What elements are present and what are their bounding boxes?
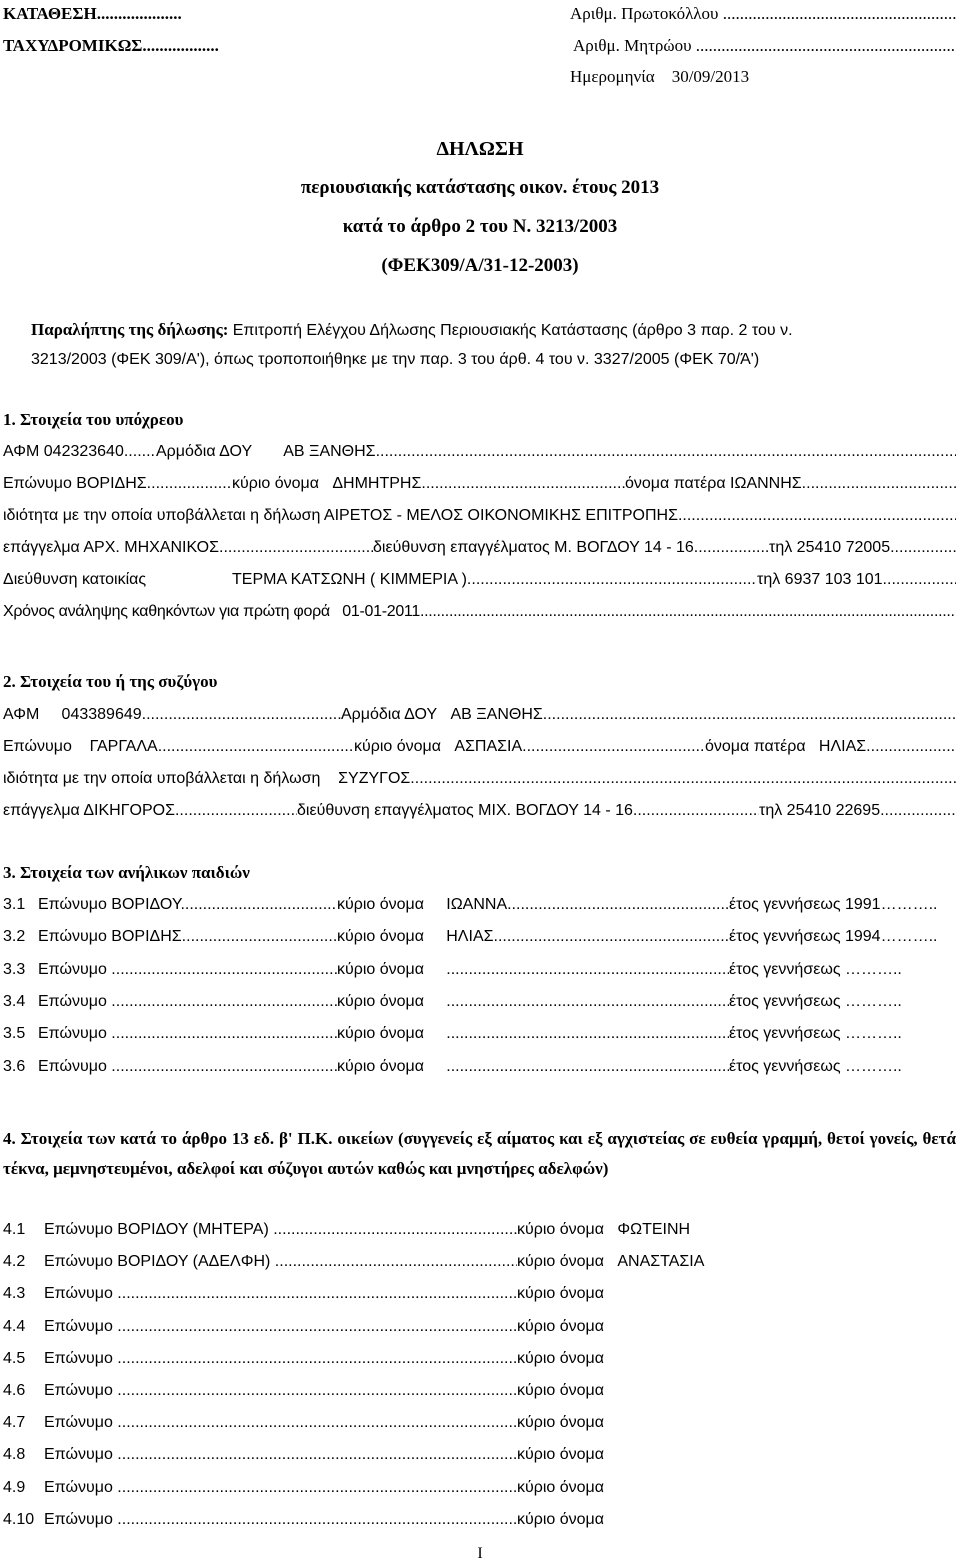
child-firstname-field: κύριο όνομα ΗΛΙΑΣ ..... — [337, 927, 729, 947]
mail-label: ΤΑΧΥΔΡΟΜΙΚΩΣ.................. — [3, 36, 219, 55]
child-surname-field: Επώνυμο ..... — [38, 960, 337, 980]
relative-surname-field: Επώνυμο ..... — [44, 1478, 517, 1498]
s1-home-address-label: Διεύθυνση κατοικίας — [3, 571, 147, 588]
section-1-heading: 1. Στοιχεία του υπόχρεου — [3, 410, 184, 429]
s1-start-date-field: Χρόνος ανάληψης καθηκόντων για πρώτη φορά 01-01-2011 ..... — [3, 602, 956, 622]
child-birth-year-field: έτος γεννήσεως ……….. — [729, 960, 902, 978]
relative-surname-field: Επώνυμο ..... — [44, 1510, 517, 1530]
child-firstname-field: κύριο όνομα ΙΩΑΝΝΑ ..... — [337, 895, 729, 915]
recipient-label: Παραλήπτης της δήλωσης: — [31, 320, 229, 339]
s2-surname-field: Επώνυμο ΓΑΡΓΑΛΑ ..... — [3, 737, 354, 757]
child-number: 3.4 — [3, 992, 26, 1010]
child-birth-year-field: έτος γεννήσεως ……….. — [729, 992, 902, 1010]
child-number: 3.1 — [3, 896, 26, 913]
relative-number: 4.8 — [3, 1446, 26, 1464]
relative-surname-field: Επώνυμο ..... — [44, 1284, 517, 1304]
s2-father-field: όνομα πατέρα ΗΛΙΑΣ ..... — [705, 737, 956, 757]
s2-doy-field: Αρμόδια ΔΟΥ ΑΒ ΞΑΝΘΗΣ ..... — [341, 705, 956, 725]
relative-surname-field: Επώνυμο ΒΟΡΙΔΟΥ (ΜΗΤΕΡΑ) ..... — [44, 1220, 517, 1240]
page-number: I — [477, 1545, 483, 1562]
section-3-heading: 3. Στοιχεία των ανήλικων παιδιών — [3, 863, 250, 882]
child-surname-field: Επώνυμο ..... — [38, 992, 337, 1012]
child-surname-field: Επώνυμο ..... — [38, 1057, 337, 1077]
date-value: 30/09/2013 — [671, 67, 750, 86]
registry-number-field: Αριθμ. Μητρώου ..... — [573, 36, 956, 56]
relative-number: 4.1 — [3, 1221, 26, 1238]
s2-work-phone-field: τηλ 25410 22695 ..... — [759, 801, 956, 821]
doc-subtitle-1: περιουσιακής κατάστασης οικον. έτους 2013 — [300, 177, 660, 198]
relative-number: 4.2 — [3, 1253, 26, 1271]
recipient-line-2: 3213/2003 (ΦΕΚ 309/Α'), όπως τροποποιήθηκε με την παρ. 3 του άρθ. 4 του ν. 3327/2005 (ΦΕΚ 70/Ά') — [31, 351, 760, 368]
relative-firstname-field: κύριο όνομα — [517, 1382, 605, 1399]
child-firstname-field: κύριο όνομα ..... — [337, 960, 729, 980]
child-surname-field: Επώνυμο ΒΟΡΙΔΗΣ ..... — [38, 927, 337, 947]
relative-number: 4.10 — [3, 1510, 35, 1528]
s2-profession-field: επάγγελμα ΔΙΚΗΓΟΡΟΣ ..... — [3, 801, 297, 821]
relative-surname-field: Επώνυμο ..... — [44, 1445, 517, 1465]
relative-firstname-field: κύριο όνομα — [517, 1414, 605, 1432]
s1-capacity-field: ιδιότητα με την οποία υποβάλλεται η δήλωση ΑΙΡΕΤΟΣ - ΜΕΛΟΣ ΟΙΚΟΝΟΜΙΚΗΣ ΕΠΙΤΡΟΠΗΣ ..... — [3, 506, 956, 526]
s1-work-phone-field: τηλ 25410 72005 ..... — [769, 538, 956, 558]
section-2-heading: 2. Στοιχεία του ή της συζύγου — [3, 672, 218, 691]
s1-home-phone-field: τηλ 6937 103 101 ..... — [757, 570, 956, 590]
s1-father-field: όνομα πατέρα ΙΩΑΝΝΗΣ ..... — [625, 474, 956, 494]
section-4-heading: 4. Στοιχεία των κατά το άρθρο 13 εδ. β' Π.Κ. οικείων (συγγενείς εξ αίματος και εξ αγχιστείας σε ευθεία γραμμή, θετοί γονείς, θετά τέκνα, μεμνηστευμένοι, αδελφοί και σύζυγοι αυτών καθώς και μνηστήρες αδελφών) — [3, 1129, 956, 1178]
relative-firstname-field: κύριο όνομα ΦΩΤΕΙΝΗ — [517, 1221, 691, 1238]
relative-firstname-field: κύριο όνομα ΑΝΑΣΤΑΣΙΑ — [517, 1253, 705, 1271]
child-number: 3.5 — [3, 1025, 26, 1043]
s2-afm-field: ΑΦΜ 043389649 ..... — [3, 705, 341, 725]
protocol-number-field: Αριθμ. Πρωτοκόλλου ..... — [570, 4, 956, 24]
child-number: 3.3 — [3, 960, 26, 978]
relative-firstname-field: κύριο όνομα — [517, 1317, 605, 1335]
relative-number: 4.7 — [3, 1414, 26, 1432]
child-firstname-field: κύριο όνομα ..... — [337, 1024, 729, 1044]
relative-number: 4.5 — [3, 1349, 26, 1367]
s1-doy-field: Αρμόδια ΔΟΥ ΑΒ ΞΑΝΘΗΣ ..... — [156, 442, 956, 462]
recipient-line-1: Παραλήπτης της δήλωσης: Επιτροπή Ελέγχου Δήλωσης Περιουσιακής Κατάστασης (άρθρο 3 παρ. 2 του ν. — [31, 320, 793, 339]
child-firstname-field: κύριο όνομα ..... — [337, 992, 729, 1012]
s2-firstname-field: κύριο όνομα ΑΣΠΑΣΙΑ ..... — [354, 737, 705, 757]
relative-firstname-field: κύριο όνομα — [517, 1285, 605, 1303]
s1-work-address-field: διεύθυνση επαγγέλματος Μ. ΒΟΓΔΟΥ 14 - 16 ..... — [373, 538, 769, 558]
relative-firstname-field: κύριο όνομα — [517, 1510, 605, 1528]
s1-profession-field: επάγγελμα ΑΡΧ. ΜΗΧΑΝΙΚΟΣ ..... — [3, 538, 373, 558]
relative-surname-field: Επώνυμο ..... — [44, 1381, 517, 1401]
s1-firstname-field: κύριο όνομα ΔΗΜΗΤΡΗΣ ..... — [232, 474, 625, 494]
s1-home-address-value: ΤΕΡΜΑ ΚΑΤΣΩΝΗ ( ΚΙΜΜΕΡΙΑ ) ..... — [232, 570, 757, 590]
relative-number: 4.3 — [3, 1285, 26, 1303]
relative-number: 4.6 — [3, 1382, 26, 1399]
doc-subtitle-2: κατά το άρθρο 2 του Ν. 3213/2003 — [342, 216, 618, 237]
relative-surname-field: Επώνυμο ..... — [44, 1413, 517, 1433]
child-surname-field: Επώνυμο ..... — [38, 1024, 337, 1044]
doc-subtitle-3: (ΦΕΚ309/Α/31-12-2003) — [381, 255, 579, 276]
doc-title: ΔΗΛΩΣΗ — [436, 138, 524, 160]
s1-afm-field: ΑΦΜ 042323640 ..... — [3, 442, 156, 462]
child-birth-year-field: έτος γεννήσεως ……….. — [729, 1025, 902, 1043]
relative-firstname-field: κύριο όνομα — [517, 1478, 605, 1496]
child-firstname-field: κύριο όνομα ..... — [337, 1057, 729, 1077]
relative-number: 4.4 — [3, 1317, 26, 1335]
s1-surname-field: Επώνυμο ΒΟΡΙΔΗΣ ..... — [3, 474, 232, 494]
s2-work-address-field: διεύθυνση επαγγέλματος ΜΙΧ. ΒΟΓΔΟΥ 14 - 16 ..... — [297, 801, 759, 821]
child-birth-year-field: έτος γεννήσεως 1991……….. — [729, 896, 938, 913]
relative-firstname-field: κύριο όνομα — [517, 1349, 605, 1367]
relative-firstname-field: κύριο όνομα — [517, 1446, 605, 1464]
child-birth-year-field: έτος γεννήσεως 1994……….. — [729, 928, 938, 946]
child-number: 3.6 — [3, 1057, 26, 1075]
relative-surname-field: Επώνυμο ..... — [44, 1317, 517, 1337]
s2-capacity-field: ιδιότητα με την οποία υποβάλλεται η δήλωση ΣΥΖΥΓΟΣ ..... — [3, 769, 956, 789]
date-field: Ημερομηνία 30/09/2013 — [570, 67, 750, 86]
deposit-label: ΚΑΤΑΘΕΣΗ.................... — [3, 4, 182, 23]
relative-surname-field: Επώνυμο ..... — [44, 1349, 517, 1369]
child-birth-year-field: έτος γεννήσεως ……….. — [729, 1057, 902, 1075]
child-surname-field: Επώνυμο ΒΟΡΙΔΟΥ ..... — [38, 895, 337, 915]
child-number: 3.2 — [3, 928, 26, 946]
relative-number: 4.9 — [3, 1478, 26, 1496]
relative-surname-field: Επώνυμο ΒΟΡΙΔΟΥ (ΑΔΕΛΦΗ) ..... — [44, 1252, 517, 1272]
